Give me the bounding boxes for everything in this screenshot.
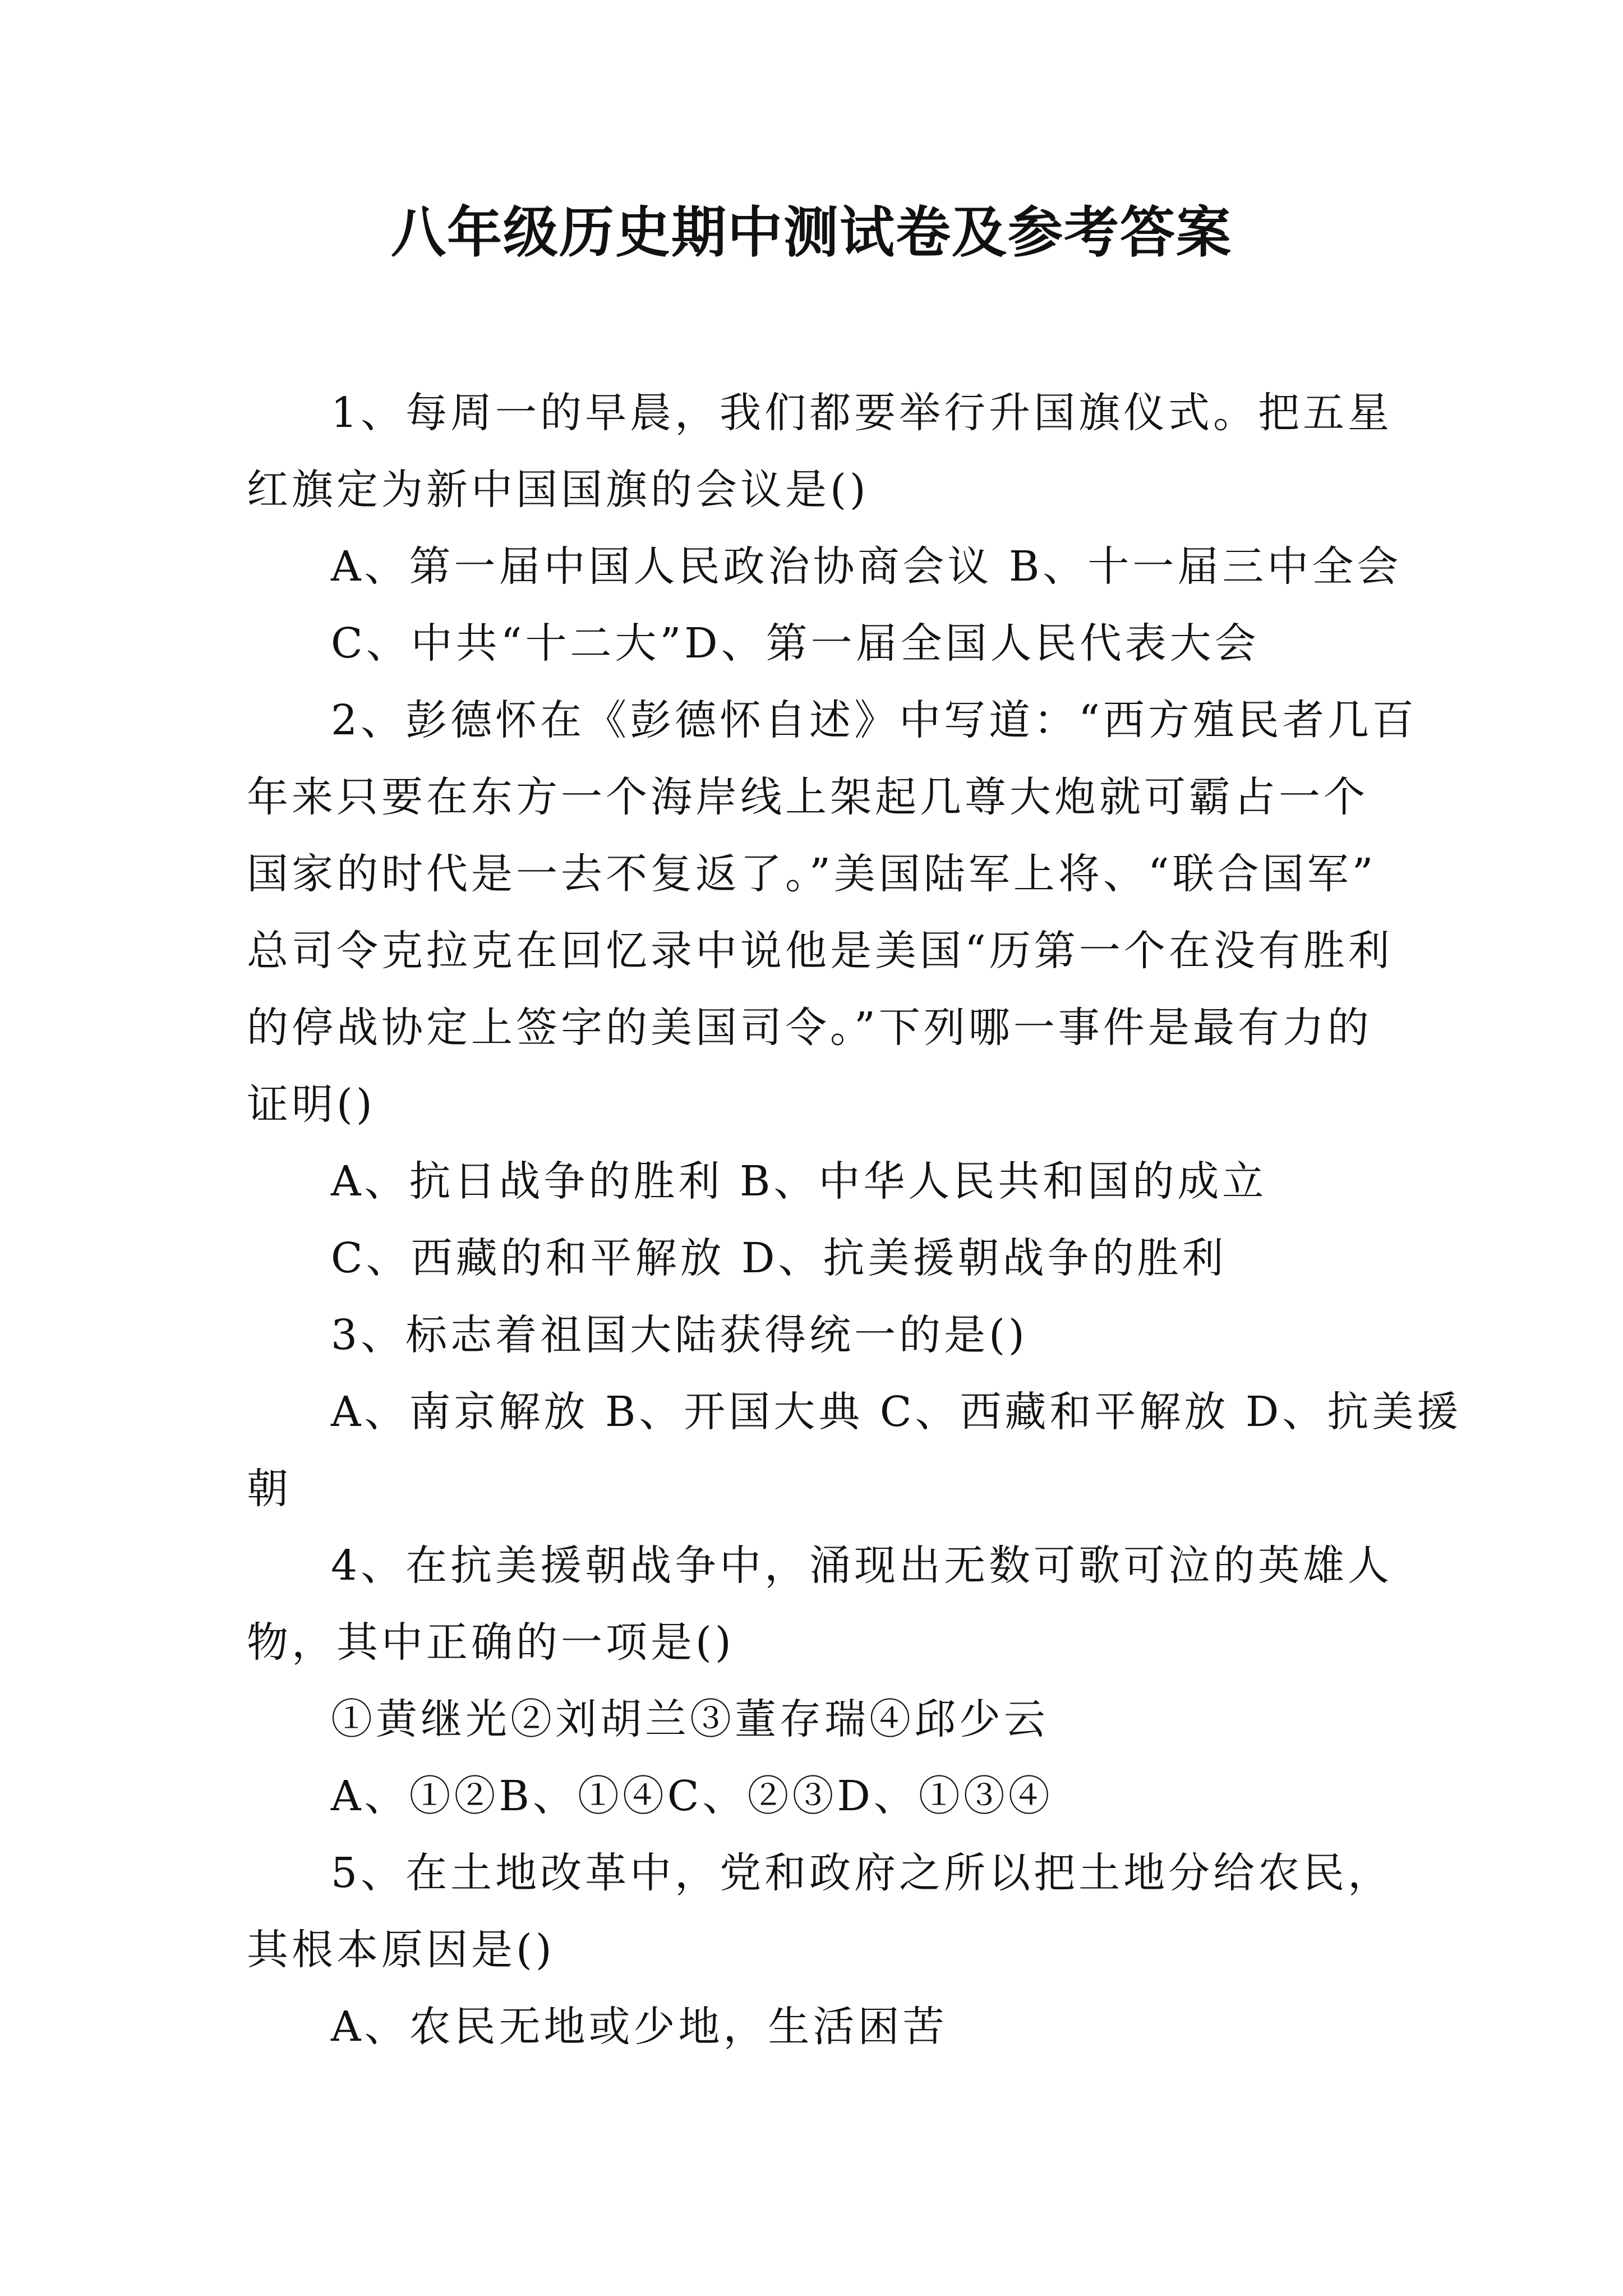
text-line: 证明()	[247, 1080, 376, 1129]
text-line: A、第一届中国人民政治协商会议 B、十一届三中全会	[331, 542, 1402, 591]
text-line: 总司令克拉克在回忆录中说他是美国“历第一个在没有胜利	[247, 927, 1393, 975]
text-line: A、农民无地或少地，生活困苦	[331, 2003, 948, 2051]
text-line: C、西藏的和平解放 D、抗美援朝战争的胜利	[331, 1234, 1227, 1282]
text-line: 5、在土地改革中，党和政府之所以把土地分给农民，	[331, 1849, 1393, 1897]
text-line: 的停战协定上签字的美国司令。”下列哪一事件是最有力的	[247, 1004, 1372, 1052]
text-line: 2、彭德怀在《彭德怀自述》中写道：“西方殖民者几百	[331, 696, 1417, 744]
text-line: 1、每周一的早晨，我们都要举行升国旗仪式。把五星	[331, 389, 1393, 437]
text-line: 3、标志着祖国大陆获得统一的是()	[331, 1311, 1028, 1359]
text-line: C、中共“十二大”D、第一届全国人民代表大会	[331, 619, 1260, 668]
text-line: 物，其中正确的一项是()	[247, 1618, 735, 1667]
text-line: 红旗定为新中国国旗的会议是()	[247, 466, 869, 514]
document-body	[247, 375, 1462, 2065]
text-line: A、抗日战争的胜利 B、中华人民共和国的成立	[331, 1157, 1267, 1205]
text-line: A、南京解放 B、开国大典 C、西藏和平解放 D、抗美援	[331, 1388, 1462, 1436]
text-line: 4、在抗美援朝战争中，涌现出无数可歌可泣的英雄人	[331, 1542, 1393, 1590]
text-line: 朝	[247, 1465, 292, 1513]
text-line: 其根本原因是()	[247, 1926, 555, 1974]
text-line: 年来只要在东方一个海岸线上架起几尊大炮就可霸占一个	[247, 773, 1368, 821]
text-line: 国家的时代是一去不复返了。”美国陆军上将、“联合国军”	[247, 850, 1377, 898]
text-line: ①黄继光②刘胡兰③董存瑞④邱少云	[331, 1695, 1049, 1743]
text-line: A、①②B、①④C、②③D、①③④	[331, 1772, 1053, 1820]
document-title: 八年级历史期中测试卷及参考答案	[390, 201, 1232, 265]
